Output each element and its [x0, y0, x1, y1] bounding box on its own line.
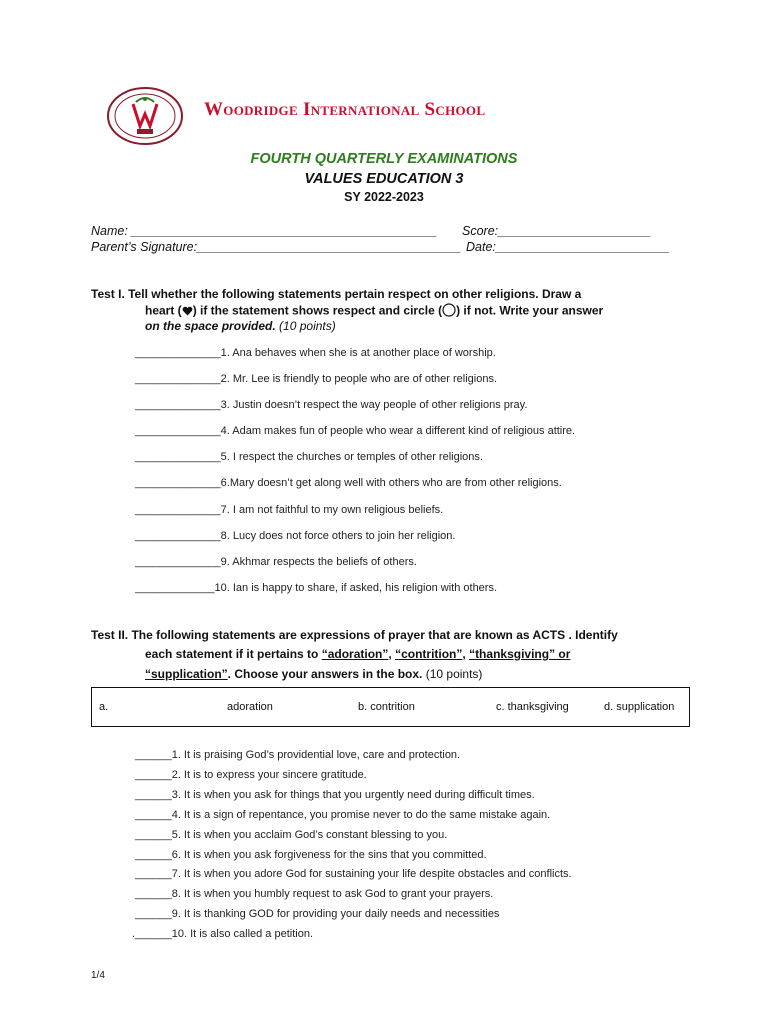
test1-item[interactable]: ______________4. Adam makes fun of people who wear a different kind of religious attire.: [135, 425, 576, 437]
test1-instructions-line1: Test I. Tell whether the following statements pertain respect on other religions. Draw a: [91, 287, 582, 301]
test1-item[interactable]: ______________5. I respect the churches or temples of other religions.: [135, 451, 483, 463]
test1-item[interactable]: ______________7. I am not faithful to my own religious beliefs.: [135, 504, 444, 516]
test2-line2-a: each statement if it pertains to: [145, 647, 322, 661]
test1-line2-b: ) if the statement shows respect and circle (: [192, 303, 443, 318]
exam-title: FOURTH QUARTERLY EXAMINATIONS: [250, 151, 518, 167]
choices-box: [91, 687, 690, 727]
parent-signature-field[interactable]: Parent’s Signature:______________________________________: [91, 240, 462, 254]
test2-item[interactable]: ______2. It is to express your sincere gratitude.: [135, 769, 367, 781]
choice-contrition: b. contrition: [358, 701, 415, 713]
test2-item[interactable]: ______9. It is thanking GOD for providing your daily needs and necessities: [135, 908, 500, 920]
test2-instructions-line3: [145, 667, 482, 681]
school-logo: [106, 86, 184, 146]
test2-instructions-line1: Test II. The following statements are expressions of prayer that are known as ACTS . Identify: [91, 628, 618, 642]
test2-instructions-line2: [145, 647, 570, 661]
comma: ,: [388, 647, 396, 661]
test1-item[interactable]: ______________2. Mr. Lee is friendly to people who are of other religions.: [135, 373, 498, 385]
test2-item[interactable]: ______7. It is when you adore God for sustaining your life despite obstacles and conflicts.: [135, 868, 572, 880]
choice-supplication: d. supplication: [604, 701, 675, 713]
school-year: SY 2022-2023: [344, 190, 424, 204]
circle-icon: [442, 303, 456, 320]
option-supplication: “supplication”: [145, 667, 228, 681]
option-thanksgiving: “thanksgiving”: [469, 647, 556, 661]
test2-item[interactable]: ______4. It is a sign of repentance, you promise never to do the same mistake again.: [135, 809, 551, 821]
test1-instructions-line2: [145, 303, 603, 320]
test1-item[interactable]: _____________10. Ian is happy to share, if asked, his religion with others.: [135, 582, 498, 594]
test1-line3-text: on the space provided.: [145, 319, 276, 333]
test2-item[interactable]: ______5. It is when you acclaim God’s constant blessing to you.: [135, 829, 448, 841]
test1-line2-a: heart (: [145, 303, 182, 318]
test1-line2-c: ) if not. Write your answer: [456, 303, 604, 318]
test2-item[interactable]: ______1. It is praising God’s providential love, care and protection.: [135, 749, 461, 761]
page-number: 1/4: [91, 970, 105, 981]
option-contrition: “contrition”: [395, 647, 463, 661]
test1-item[interactable]: ______________9. Akhmar respects the beliefs of others.: [135, 556, 417, 568]
test2-line3-text: . Choose your answers in the box.: [227, 667, 423, 681]
subject-title: VALUES EDUCATION 3: [304, 171, 464, 187]
comma: ,: [462, 647, 470, 661]
date-field[interactable]: Date:_________________________: [466, 240, 670, 254]
test2-item[interactable]: ______3. It is when you ask for things that you urgently need during difficult times.: [135, 789, 535, 801]
choice-adoration: adoration: [227, 701, 273, 713]
test1-points: (10 points): [275, 319, 336, 333]
score-field[interactable]: Score:______________________: [462, 224, 652, 238]
name-field[interactable]: Name: ____________________________________________: [91, 224, 438, 238]
test2-item[interactable]: ______6. It is when you ask forgiveness for the sins that you committed.: [135, 849, 487, 861]
or-text: or: [555, 647, 571, 661]
test2-points: (10 points): [422, 667, 483, 681]
test1-instructions-line3: [145, 319, 336, 333]
choice-a-letter: a.: [99, 701, 109, 713]
heart-icon: [182, 305, 193, 319]
test2-item[interactable]: ______8. It is when you humbly request to ask God to grant your prayers.: [135, 888, 494, 900]
test1-item[interactable]: ______________3. Justin doesn’t respect the way people of other religions pray.: [135, 399, 528, 411]
option-adoration: “adoration”: [321, 647, 389, 661]
test1-item[interactable]: ______________8. Lucy does not force others to join her religion.: [135, 530, 456, 542]
test1-item[interactable]: ______________1. Ana behaves when she is at another place of worship.: [135, 347, 496, 359]
test1-item[interactable]: ______________6.Mary doesn’t get along well with others who are from other religions.: [135, 477, 562, 489]
choice-thanksgiving: c. thanksgiving: [496, 701, 569, 713]
school-name: Woodridge International School: [204, 99, 486, 120]
test2-item[interactable]: .______10. It is also called a petition.: [132, 928, 314, 940]
